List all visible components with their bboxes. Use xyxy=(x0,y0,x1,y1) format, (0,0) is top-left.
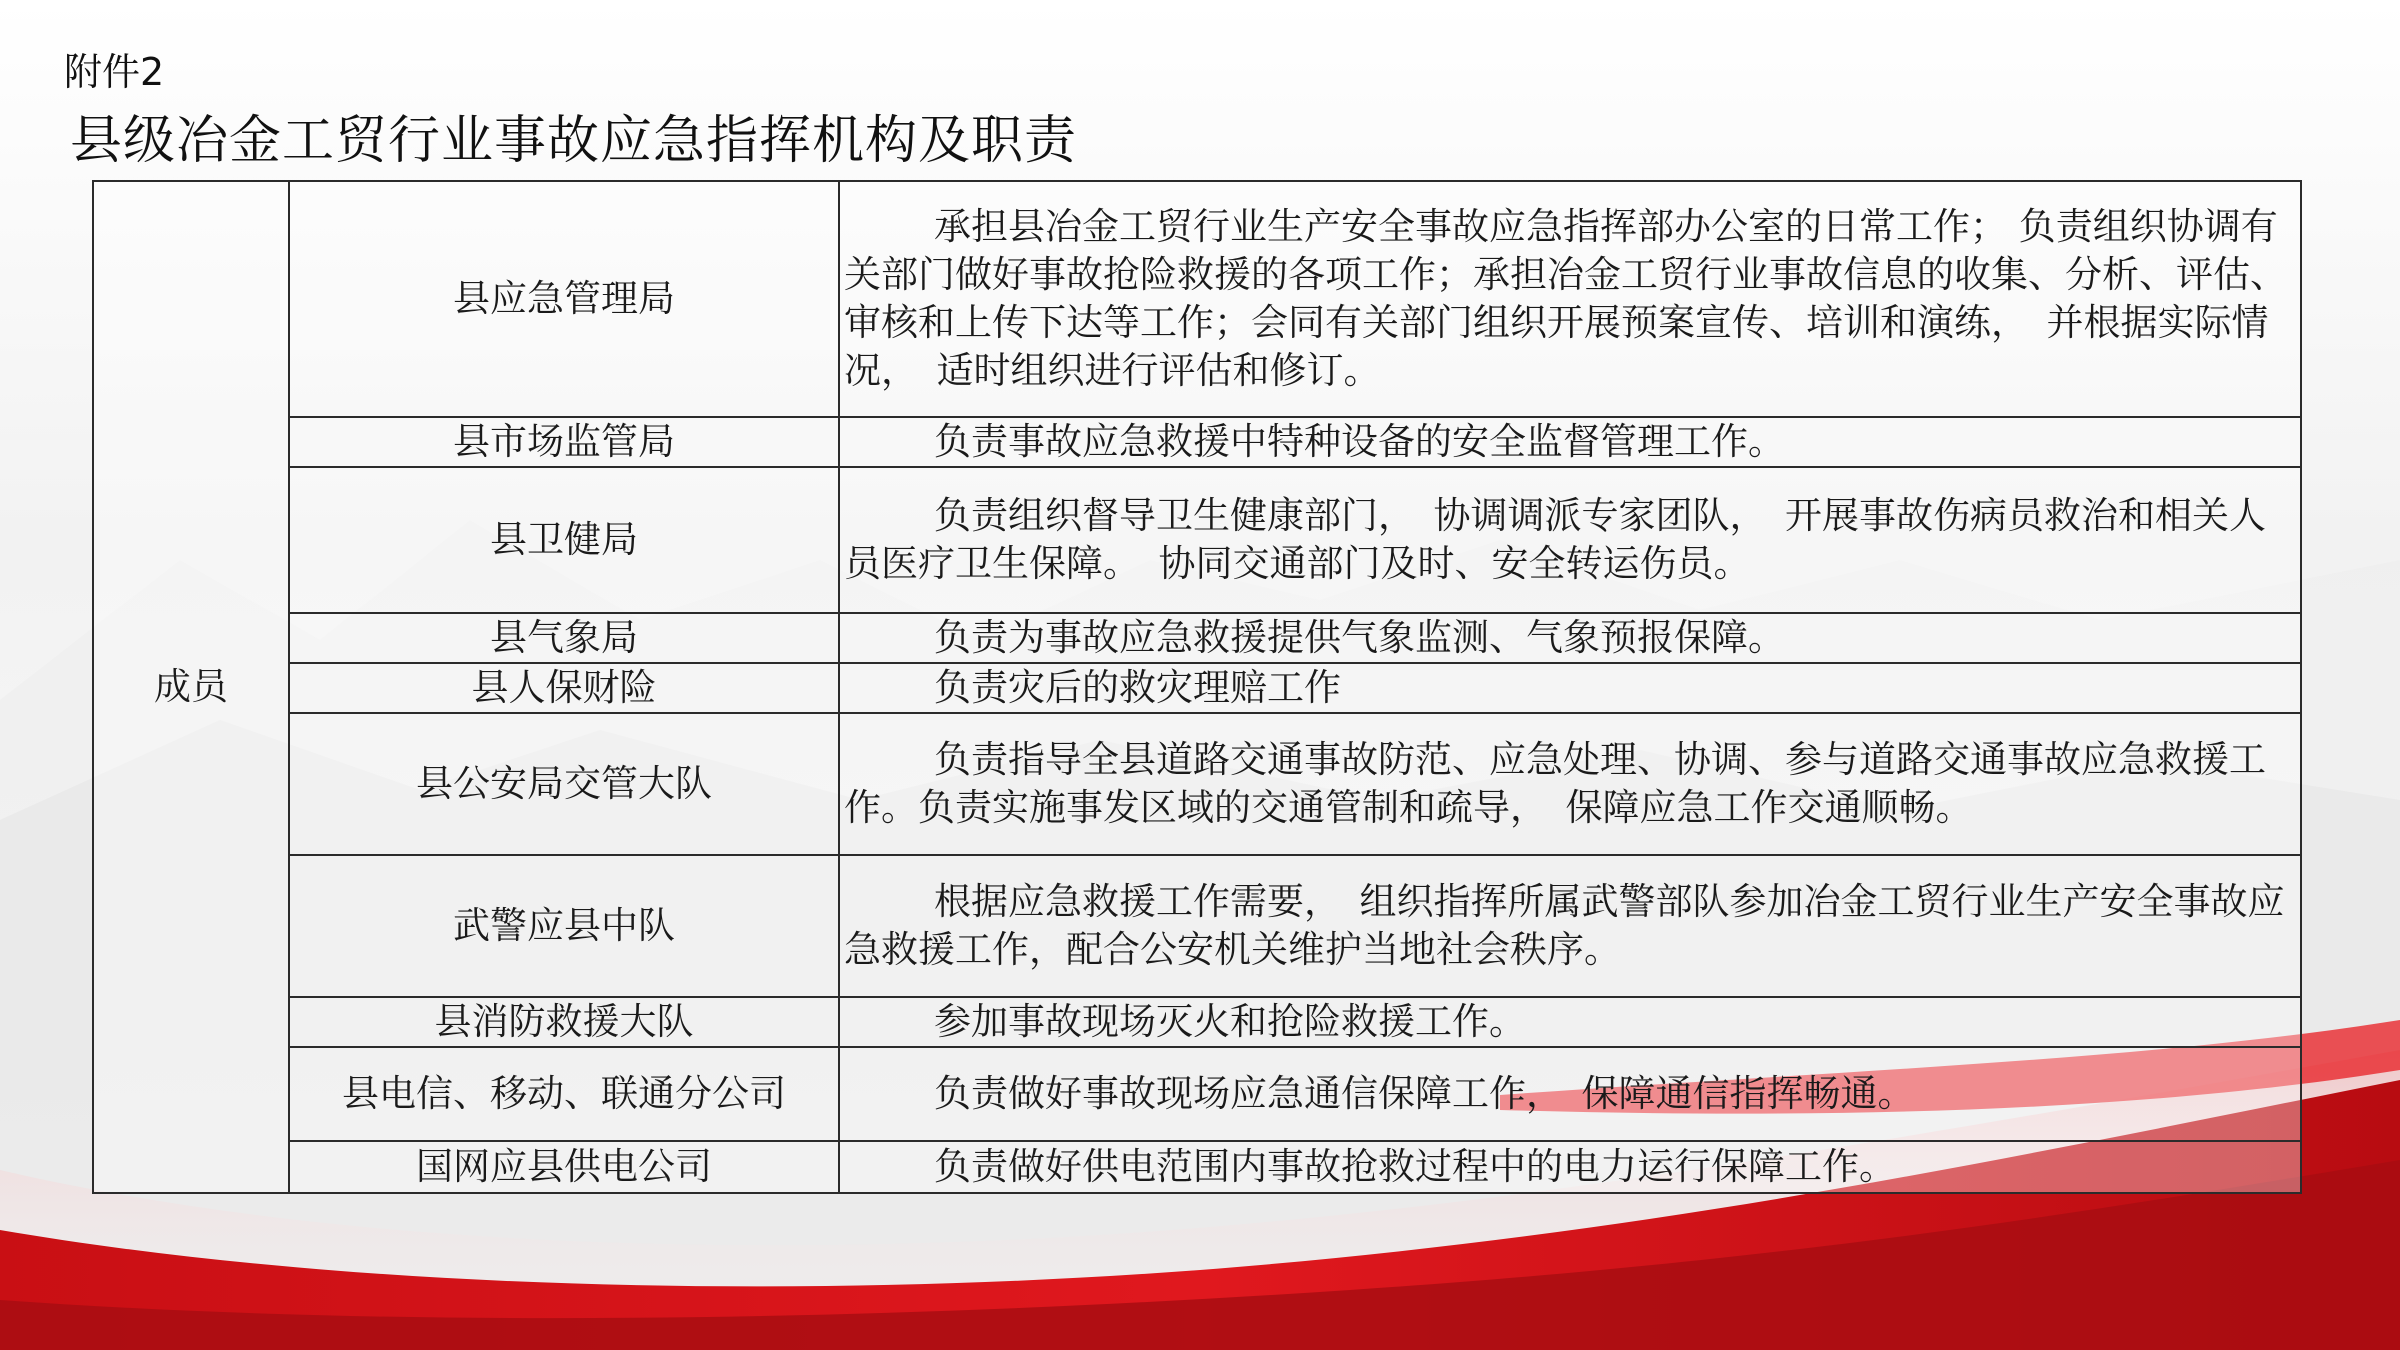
duty-text: 负责事故应急救援中特种设备的安全监督管理工作。 xyxy=(934,420,1785,463)
department-name: 县气象局 xyxy=(490,616,638,659)
department-name: 县电信、移动、联通分公司 xyxy=(342,1072,786,1115)
department-name: 县人保财险 xyxy=(471,666,657,709)
table-row xyxy=(93,1141,2301,1193)
table-row xyxy=(93,417,2301,467)
duty-text: 负责指导全县道路交通事故防范、应急处理、协调、参与道路交通事故应急救援工作。负责实施事发区域的交通管制和疏导， 保障应急工作交通顺畅。 xyxy=(844,738,2266,829)
duty-cell xyxy=(839,1047,2301,1141)
department-cell xyxy=(289,181,839,417)
department-name: 县卫健局 xyxy=(490,518,638,561)
table-row xyxy=(93,713,2301,855)
department-name: 县消防救援大队 xyxy=(434,1000,694,1043)
department-cell xyxy=(289,713,839,855)
duty-cell xyxy=(839,663,2301,713)
duty-text: 参加事故现场灭火和抢险救援工作。 xyxy=(934,1000,1526,1043)
duty-cell xyxy=(839,1141,2301,1193)
department-cell xyxy=(289,467,839,613)
department-cell xyxy=(289,855,839,997)
department-name: 国网应县供电公司 xyxy=(416,1145,712,1188)
department-cell xyxy=(289,997,839,1047)
department-cell xyxy=(289,417,839,467)
department-name: 县公安局交管大队 xyxy=(416,762,712,805)
duty-text: 负责做好供电范围内事故抢救过程中的电力运行保障工作。 xyxy=(934,1145,1896,1188)
table-row xyxy=(93,467,2301,613)
duty-table xyxy=(92,180,2302,1194)
table-row xyxy=(93,1047,2301,1141)
table-row xyxy=(93,181,2301,417)
duty-cell xyxy=(839,467,2301,613)
table-row xyxy=(93,855,2301,997)
department-name: 县应急管理局 xyxy=(453,277,675,320)
department-cell xyxy=(289,663,839,713)
department-name: 县市场监管局 xyxy=(453,420,675,463)
duty-text: 根据应急救援工作需要， 组织指挥所属武警部队参加冶金工贸行业生产安全事故应急救援工作，配合公安机关维护当地社会秩序。 xyxy=(844,880,2285,971)
department-name: 武警应县中队 xyxy=(453,904,675,947)
duty-text: 承担县冶金工贸行业生产安全事故应急指挥部办公室的日常工作； 负责组织协调有关部门做好事故抢险救援的各项工作；承担冶金工贸行业事故信息的收集、分析、评估、审核和上传下达等工作；会同有关部门组织开展预案宣传、培训和演练， 并根据实际情况， 适时组织进行评估和修订。 xyxy=(844,205,2287,392)
duty-text: 负责为事故应急救援提供气象监测、气象预报保障。 xyxy=(934,616,1785,659)
duty-cell xyxy=(839,417,2301,467)
table-row xyxy=(93,613,2301,663)
duty-cell xyxy=(839,613,2301,663)
attachment-label: 附件2 xyxy=(64,50,165,94)
department-cell xyxy=(289,1047,839,1141)
duty-text: 负责组织督导卫生健康部门， 协调调派专家团队， 开展事故伤病员救治和相关人员医疗卫生保障。 协同交通部门及时、安全转运伤员。 xyxy=(844,494,2266,585)
duty-text: 负责灾后的救灾理赔工作 xyxy=(934,666,1341,709)
duty-cell xyxy=(839,855,2301,997)
department-cell xyxy=(289,613,839,663)
duty-cell xyxy=(839,181,2301,417)
table-row xyxy=(93,663,2301,713)
page-title: 县级冶金工贸行业事故应急指挥机构及职责 xyxy=(70,111,1078,171)
duty-cell xyxy=(839,997,2301,1047)
duty-text: 负责做好事故现场应急通信保障工作， 保障通信指挥畅通。 xyxy=(934,1072,1915,1115)
group-label: 成员 xyxy=(154,665,228,708)
group-label-cell xyxy=(93,181,289,1193)
department-cell xyxy=(289,1141,839,1193)
duty-cell xyxy=(839,713,2301,855)
table-row xyxy=(93,997,2301,1047)
